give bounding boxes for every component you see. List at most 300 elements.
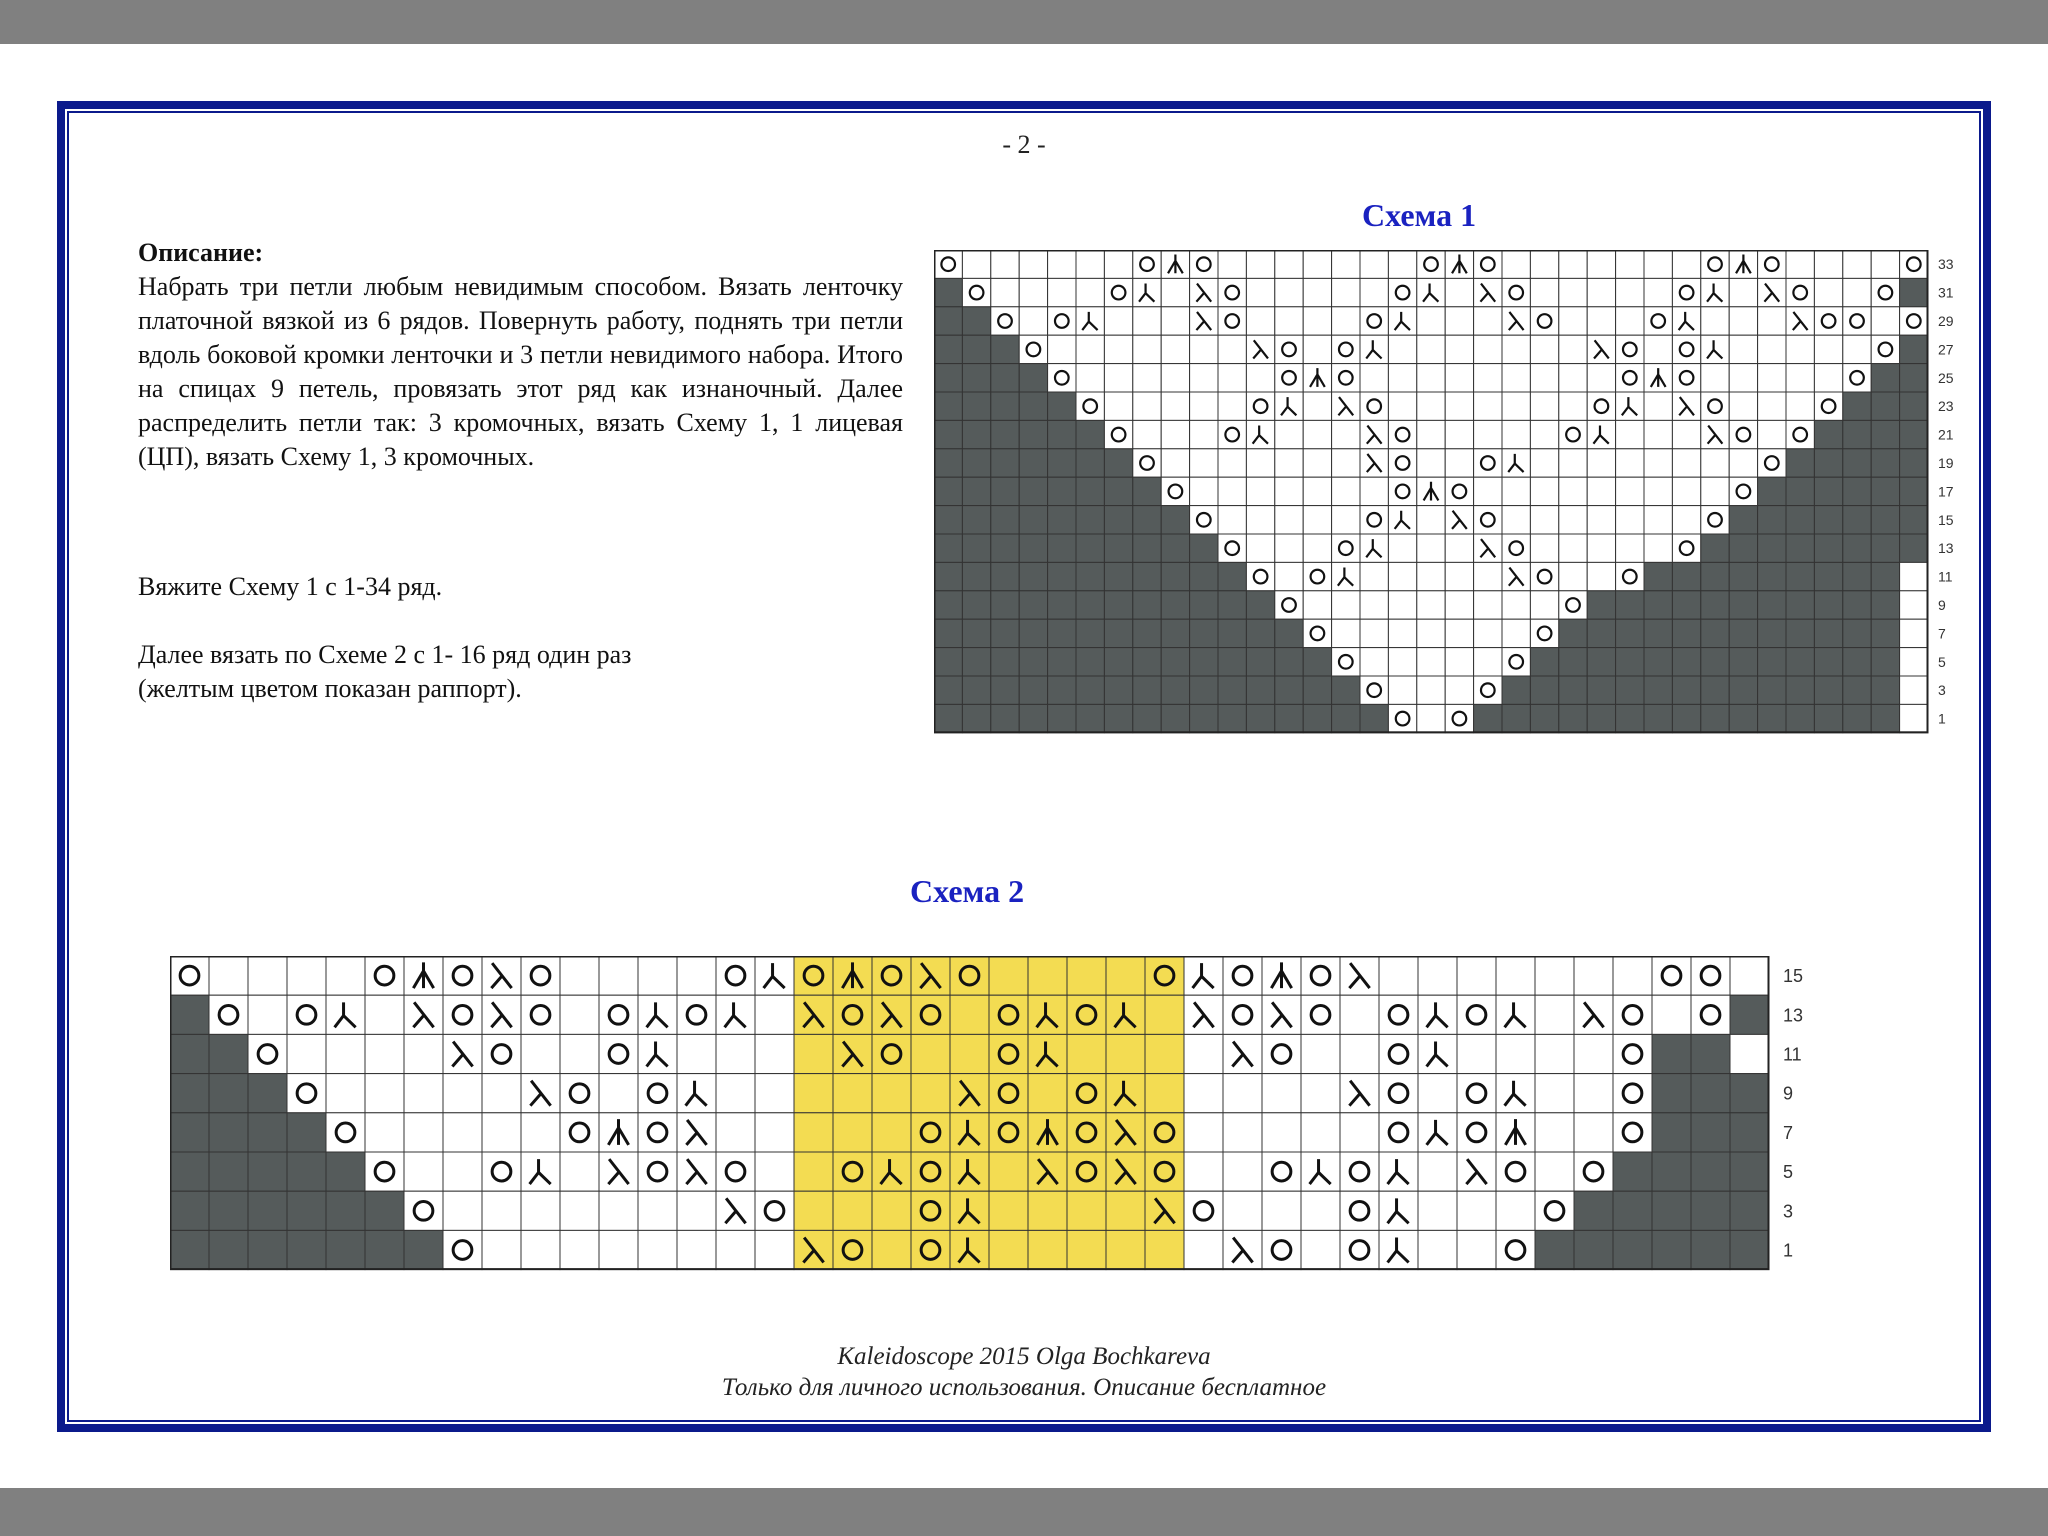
chart-cell: [1474, 449, 1502, 477]
chart-cell: [1332, 591, 1360, 619]
chart-cell: [1301, 1113, 1340, 1152]
chart-cell: [1218, 278, 1246, 306]
chart-cell: [1223, 956, 1262, 995]
chart-cell: [1574, 1191, 1613, 1230]
chart-cell: [1019, 619, 1047, 647]
chart-cell: [1104, 562, 1132, 590]
chart-cell: [1730, 995, 1769, 1034]
chart-cell: [287, 1113, 326, 1152]
chart-cell: [1652, 1074, 1691, 1113]
chart-cell: [1133, 278, 1161, 306]
chart-cell: [1184, 956, 1223, 995]
chart-cell: [482, 1034, 521, 1073]
chart-cell: [1218, 335, 1246, 363]
chart-cell: [950, 1191, 989, 1230]
chart-cell: [1644, 392, 1672, 420]
chart-cell: [1067, 1034, 1106, 1073]
chart-cell: [1530, 562, 1558, 590]
chart-cell: [1048, 420, 1076, 448]
chart-cell: [1644, 704, 1672, 732]
chart-cell: [1048, 364, 1076, 392]
chart-cell: [1672, 420, 1700, 448]
chart-cell: [1388, 534, 1416, 562]
chart-cell: [1076, 591, 1104, 619]
chart-cell: [989, 1230, 1028, 1269]
chart-cell: [872, 1152, 911, 1191]
chart-cell: [1758, 420, 1786, 448]
chart-cell: [1388, 449, 1416, 477]
chart-cell: [1417, 420, 1445, 448]
chart-cell: [1445, 335, 1473, 363]
chart-cell: [1786, 449, 1814, 477]
chart-cell: [1691, 1230, 1730, 1269]
chart-cell: [934, 676, 962, 704]
chart-cell: [1048, 392, 1076, 420]
chart-cell: [1104, 392, 1132, 420]
chart-cell: [1559, 392, 1587, 420]
chart-cell: [1184, 1034, 1223, 1073]
chart-cell: [962, 676, 990, 704]
chart-cell: [248, 956, 287, 995]
chart-cell: [1218, 591, 1246, 619]
chart-cell: [1574, 1113, 1613, 1152]
chart-cell: [521, 1034, 560, 1073]
chart-cell: [248, 1113, 287, 1152]
chart-cell: [1104, 506, 1132, 534]
chart-cell: [1474, 676, 1502, 704]
chart-cell: [1246, 364, 1274, 392]
chart-cell: [1184, 1113, 1223, 1152]
chart-cell: [1417, 619, 1445, 647]
chart-cell: [170, 956, 209, 995]
chart-cell: [950, 956, 989, 995]
chart-cell: [1457, 1191, 1496, 1230]
chart-cell: [1303, 676, 1331, 704]
chart-cell: [1900, 477, 1928, 505]
chart-cell: [1445, 619, 1473, 647]
chart-cell: [1843, 534, 1871, 562]
row-number-label: 27: [1938, 341, 1954, 358]
scheme1-title: Схема 1: [1362, 197, 1477, 233]
chart-cell: [1701, 364, 1729, 392]
chart-cell: [1190, 364, 1218, 392]
chart-cell: [1535, 1191, 1574, 1230]
chart-cell: [1530, 278, 1558, 306]
chart-cell: [1644, 420, 1672, 448]
chart-cell: [1019, 562, 1047, 590]
chart-cell: [950, 1034, 989, 1073]
chart-cell: [482, 1152, 521, 1191]
chart-cell: [1843, 619, 1871, 647]
chart-cell: [1161, 619, 1189, 647]
row-number-label: 15: [1783, 966, 1804, 987]
chart-cell: [755, 1113, 794, 1152]
chart-cell: [638, 1034, 677, 1073]
chart-cell: [1133, 562, 1161, 590]
chart-cell: [1729, 619, 1757, 647]
chart-cell: [1672, 534, 1700, 562]
chart-cell: [934, 619, 962, 647]
chart-cell: [1729, 477, 1757, 505]
chart-cell: [1133, 704, 1161, 732]
chart-cell: [1301, 995, 1340, 1034]
chart-cell: [1145, 1152, 1184, 1191]
chart-cell: [1587, 392, 1615, 420]
chart-cell: [1613, 1074, 1652, 1113]
chart-cell: [1616, 676, 1644, 704]
chart-cell: [1530, 648, 1558, 676]
chart-cell: [1900, 562, 1928, 590]
chart-cell: [1843, 392, 1871, 420]
row-number-label: 5: [1938, 653, 1946, 670]
chart-cell: [1332, 562, 1360, 590]
chart-cell: [911, 1074, 950, 1113]
chart-cell: [1019, 449, 1047, 477]
chart-cell: [1145, 995, 1184, 1034]
chart-cell: [1587, 591, 1615, 619]
chart-cell: [482, 1113, 521, 1152]
chart-cell: [638, 995, 677, 1034]
chart-cell: [1729, 506, 1757, 534]
chart-cell: [1303, 449, 1331, 477]
chart-cell: [934, 364, 962, 392]
chart-cell: [1275, 534, 1303, 562]
chart-cell: [1028, 956, 1067, 995]
chart-cell: [1843, 704, 1871, 732]
chart-cell: [1246, 449, 1274, 477]
chart-cell: [1616, 704, 1644, 732]
chart-cell: [1418, 995, 1457, 1034]
chart-cell: [1616, 335, 1644, 363]
chart-cell: [1360, 250, 1388, 278]
chart-cell: [209, 1074, 248, 1113]
chart-cell: [1616, 307, 1644, 335]
chart-cell: [1587, 506, 1615, 534]
chart-cell: [1019, 506, 1047, 534]
chart-cell: [209, 956, 248, 995]
chart-cell: [1223, 1074, 1262, 1113]
chart-cell: [1652, 1191, 1691, 1230]
chart-cell: [1814, 506, 1842, 534]
chart-cell: [1474, 648, 1502, 676]
chart-cell: [1530, 676, 1558, 704]
chart-cell: [1246, 648, 1274, 676]
chart-cell: [1758, 335, 1786, 363]
chart-cell: [1814, 477, 1842, 505]
chart-cell: [1530, 477, 1558, 505]
chart-cell: [1161, 420, 1189, 448]
chart-cell: [1218, 449, 1246, 477]
chart-cell: [1729, 704, 1757, 732]
chart-cell: [1048, 278, 1076, 306]
chart-cell: [170, 1034, 209, 1073]
chart-cell: [1672, 278, 1700, 306]
chart-cell: [1360, 307, 1388, 335]
chart-cell: [1474, 506, 1502, 534]
chart-cell: [1843, 278, 1871, 306]
chart-cell: [1814, 534, 1842, 562]
chart-cell: [1574, 1074, 1613, 1113]
chart-cell: [1262, 1152, 1301, 1191]
chart-cell: [1900, 364, 1928, 392]
chart-cell: [1133, 648, 1161, 676]
chart-cell: [1786, 506, 1814, 534]
chart-cell: [1502, 364, 1530, 392]
chart-cell: [1474, 250, 1502, 278]
chart-cell: [1048, 534, 1076, 562]
chart-cell: [911, 1191, 950, 1230]
chart-cell: [911, 1034, 950, 1073]
chart-cell: [1502, 420, 1530, 448]
chart-cell: [755, 956, 794, 995]
chart-cell: [638, 1113, 677, 1152]
chart-cell: [1445, 534, 1473, 562]
chart-cell: [1301, 1230, 1340, 1269]
chart-cell: [1190, 562, 1218, 590]
chart-cell: [1559, 704, 1587, 732]
chart-cell: [404, 1152, 443, 1191]
chart-cell: [365, 956, 404, 995]
chart-cell: [1048, 619, 1076, 647]
chart-cell: [1445, 420, 1473, 448]
chart-cell: [716, 956, 755, 995]
chart-cell: [1388, 278, 1416, 306]
chart-cell: [934, 335, 962, 363]
chart-cell: [326, 1152, 365, 1191]
chart-cell: [1535, 1152, 1574, 1191]
chart-cell: [1104, 307, 1132, 335]
chart-cell: [1672, 506, 1700, 534]
chart-cell: [1616, 562, 1644, 590]
chart-cell: [1028, 1074, 1067, 1113]
row-number-label: 7: [1938, 625, 1946, 642]
chart-cell: [1672, 648, 1700, 676]
chart-cell: [365, 1230, 404, 1269]
chart-cell: [991, 278, 1019, 306]
chart-cell: [1218, 648, 1246, 676]
chart-cell: [934, 278, 962, 306]
chart-cell: [1786, 335, 1814, 363]
chart-cell: [1332, 449, 1360, 477]
chart-cell: [872, 1230, 911, 1269]
chart-cell: [991, 250, 1019, 278]
chart-cell: [1559, 534, 1587, 562]
chart-cell: [1672, 449, 1700, 477]
chart-cell: [950, 1152, 989, 1191]
chart-cell: [1418, 1152, 1457, 1191]
footer-credit: Kaleidoscope 2015 Olga Bochkareva: [837, 1343, 1211, 1370]
chart-cell: [1786, 250, 1814, 278]
chart-cell: [1133, 449, 1161, 477]
chart-cell: [1843, 591, 1871, 619]
chart-cell: [1652, 956, 1691, 995]
chart-cell: [962, 506, 990, 534]
chart-cell: [365, 1074, 404, 1113]
chart-cell: [1145, 1034, 1184, 1073]
chart-cell: [1275, 591, 1303, 619]
chart-cell: [1574, 956, 1613, 995]
chart-cell: [1843, 648, 1871, 676]
chart-cell: [1701, 449, 1729, 477]
chart-cell: [1535, 1034, 1574, 1073]
chart-cell: [833, 1113, 872, 1152]
chart-cell: [755, 1034, 794, 1073]
chart-cell: [1729, 648, 1757, 676]
row-number-label: 33: [1938, 256, 1954, 273]
chart-cell: [1190, 676, 1218, 704]
chart-cell: [1502, 506, 1530, 534]
chart-cell: [1332, 364, 1360, 392]
chart-cell: [326, 1074, 365, 1113]
chart-cell: [560, 1230, 599, 1269]
chart-cell: [1786, 477, 1814, 505]
chart-cell: [1246, 591, 1274, 619]
chart-cell: [1616, 250, 1644, 278]
chart-cell: [326, 995, 365, 1034]
chart-cell: [1048, 704, 1076, 732]
chart-cell: [248, 1191, 287, 1230]
chart-cell: [755, 1191, 794, 1230]
chart-cell: [521, 1191, 560, 1230]
chart-cell: [209, 1191, 248, 1230]
chart-cell: [1474, 392, 1502, 420]
chart-cell: [1814, 449, 1842, 477]
chart-cell: [365, 1113, 404, 1152]
chart-cell: [1530, 392, 1558, 420]
chart-cell: [1786, 704, 1814, 732]
chart-cell: [1445, 307, 1473, 335]
chart-cell: [1559, 335, 1587, 363]
chart-cell: [1303, 704, 1331, 732]
chart-cell: [962, 307, 990, 335]
chart-cell: [1019, 477, 1047, 505]
chart-cell: [1701, 250, 1729, 278]
chart-cell: [911, 995, 950, 1034]
chart-cell: [1145, 1113, 1184, 1152]
chart-cell: [1559, 562, 1587, 590]
chart-cell: [1559, 364, 1587, 392]
chart-cell: [209, 995, 248, 1034]
chart-cell: [1871, 278, 1899, 306]
chart-cell: [404, 1191, 443, 1230]
chart-cell: [1729, 420, 1757, 448]
chart-cell: [1019, 648, 1047, 676]
chart-cell: [1814, 619, 1842, 647]
chart-cell: [1190, 420, 1218, 448]
chart-cell: [1303, 335, 1331, 363]
chart-cell: [1133, 619, 1161, 647]
chart-cell: [1496, 995, 1535, 1034]
chart-cell: [1502, 392, 1530, 420]
chart-cell: [1301, 1074, 1340, 1113]
chart-cell: [1106, 1191, 1145, 1230]
chart-cell: [326, 1034, 365, 1073]
row-number-label: 13: [1938, 540, 1954, 557]
chart-cell: [1379, 1113, 1418, 1152]
chart-cell: [1133, 335, 1161, 363]
chart-cell: [1379, 1191, 1418, 1230]
chart-cell: [991, 449, 1019, 477]
chart-cell: [1672, 619, 1700, 647]
chart-cell: [1616, 392, 1644, 420]
chart-cell: [1729, 392, 1757, 420]
chart-cell: [1388, 704, 1416, 732]
chart-cell: [1535, 1230, 1574, 1269]
chart-cell: [1418, 1113, 1457, 1152]
chart-cell: [1587, 420, 1615, 448]
chart-cell: [209, 1152, 248, 1191]
chart-cell: [1076, 562, 1104, 590]
chart-cell: [991, 420, 1019, 448]
chart-cell: [170, 1074, 209, 1113]
chart-cell: [1104, 676, 1132, 704]
chart-cell: [1644, 250, 1672, 278]
chart-cell: [1457, 956, 1496, 995]
chart-cell: [170, 1191, 209, 1230]
chart-cell: [1672, 250, 1700, 278]
scheme2-chart: [170, 956, 1830, 1274]
chart-cell: [1388, 562, 1416, 590]
chart-cell: [1652, 1113, 1691, 1152]
chart-cell: [1332, 534, 1360, 562]
chart-cell: [1360, 648, 1388, 676]
chart-cell: [1691, 995, 1730, 1034]
row-number-label: 11: [1938, 568, 1953, 585]
chart-cell: [170, 995, 209, 1034]
chart-cell: [443, 1191, 482, 1230]
chart-cell: [833, 1152, 872, 1191]
chart-cell: [1076, 449, 1104, 477]
chart-cell: [1729, 335, 1757, 363]
chart-cell: [1814, 335, 1842, 363]
chart-cell: [248, 1230, 287, 1269]
chart-cell: [1616, 591, 1644, 619]
chart-cell: [1900, 506, 1928, 534]
chart-cell: [1445, 648, 1473, 676]
chart-cell: [1871, 619, 1899, 647]
chart-cell: [1104, 364, 1132, 392]
chart-cell: [1190, 534, 1218, 562]
chart-cell: [1457, 1113, 1496, 1152]
description-scheme2-line: Далее вязать по Схеме 2 с 1- 16 ряд один раз: [138, 640, 632, 669]
chart-cell: [1502, 676, 1530, 704]
chart-cell: [365, 1034, 404, 1073]
chart-cell: [365, 1152, 404, 1191]
chart-cell: [1691, 956, 1730, 995]
chart-cell: [1445, 449, 1473, 477]
chart-cell: [1246, 420, 1274, 448]
chart-cell: [1496, 956, 1535, 995]
chart-cell: [1223, 995, 1262, 1034]
chart-cell: [1028, 1034, 1067, 1073]
chart-cell: [1340, 995, 1379, 1034]
chart-cell: [482, 1074, 521, 1113]
chart-cell: [1332, 335, 1360, 363]
chart-cell: [1019, 278, 1047, 306]
footer-license: Только для личного использования. Описание бесплатное: [721, 1374, 1327, 1401]
chart-cell: [1417, 364, 1445, 392]
chart-cell: [1644, 477, 1672, 505]
chart-cell: [1587, 648, 1615, 676]
chart-cell: [248, 995, 287, 1034]
chart-cell: [1535, 1074, 1574, 1113]
chart-cell: [833, 1074, 872, 1113]
chart-cell: [1474, 420, 1502, 448]
chart-cell: [1729, 364, 1757, 392]
chart-cell: [1218, 619, 1246, 647]
chart-cell: [1587, 250, 1615, 278]
chart-cell: [1332, 506, 1360, 534]
